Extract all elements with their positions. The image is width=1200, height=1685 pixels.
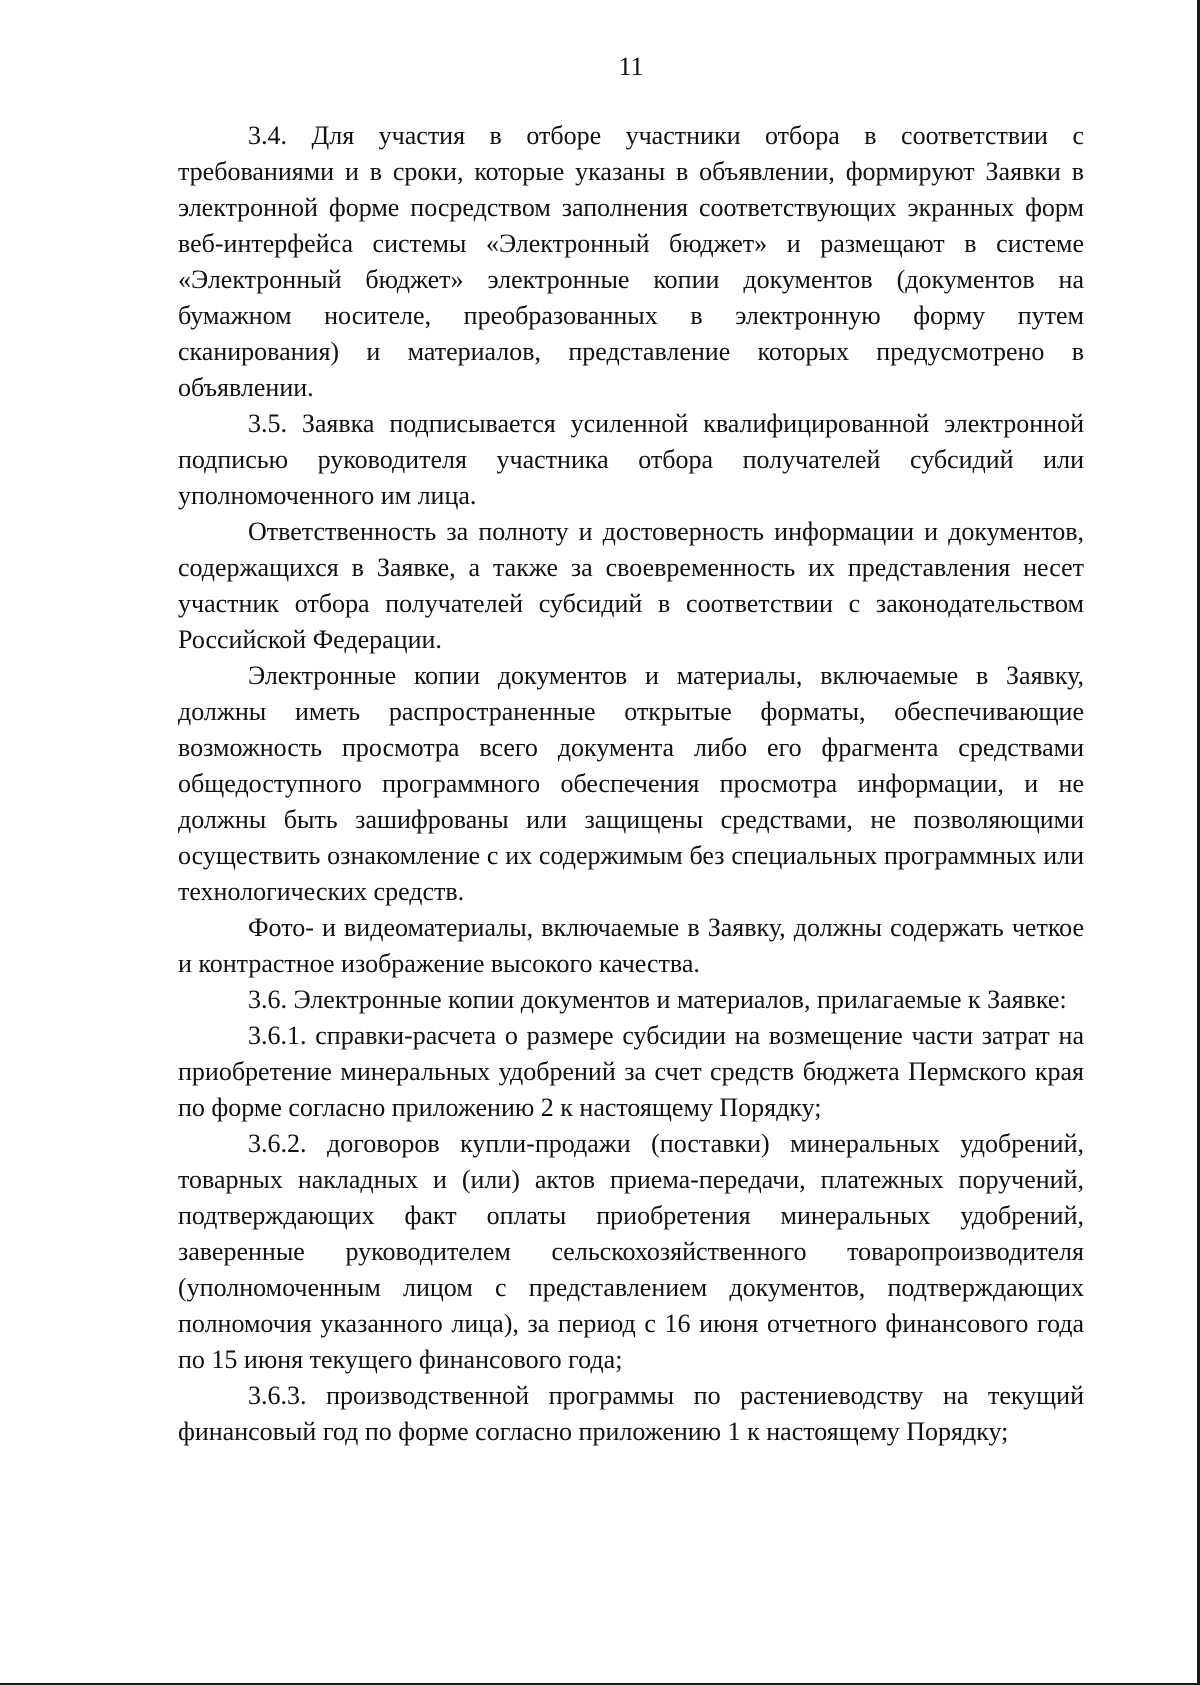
paragraph-3-6-3: 3.6.3. производственной программы по растениеводству на текущий финансовый год по форме согласно приложению 1 к настоящему Порядку; [178, 1381, 1084, 1446]
paragraph-3-6-1: 3.6.1. справки-расчета о размере субсидии на возмещение части затрат на приобретение минеральных удобрений за счет средств бюджета Пермского края по форме согласно приложению 2 к настоящему Порядку; [178, 1021, 1084, 1122]
paragraph-photo-video: Фото- и видеоматериалы, включаемые в Заявку, должны содержать четкое и контрастное изображение высокого качества. [178, 913, 1084, 978]
paragraph-3-6: 3.6. Электронные копии документов и материалов, прилагаемые к Заявке: [248, 985, 1067, 1014]
paragraph-electronic-copies: Электронные копии документов и материалы, включаемые в Заявку, должны иметь распространенные открытые форматы, обеспечивающие возможность просмотра всего документа либо его фрагмента средствами общедоступного программного обеспечения просмотра информации, и не должны быть зашифрованы или защищены средствами, не позволяющими осуществить ознакомление с их содержимым без специальных программных или технологических средств. [178, 661, 1084, 906]
paragraph-responsibility: Ответственность за полноту и достоверность информации и документов, содержащихся в Заявке, а также за своевременность их представления несет участник отбора получателей субсидий в соответствии с законодательством Российской Федерации. [178, 517, 1084, 654]
paragraph-3-6-2: 3.6.2. договоров купли-продажи (поставки) минеральных удобрений, товарных накладных и (или) актов приема-передачи, платежных поручений, подтверждающих факт оплаты приобретения минеральных удобрений, заверенные руководителем сельскохозяйственного товаропроизводителя (уполномоченным лицом с представлением документов, подтверждающих полномочия указанного лица), за период с 16 июня отчетного финансового года по 15 июня текущего финансового года; [178, 1129, 1084, 1374]
paragraph-3-4: 3.4. Для участия в отборе участники отбора в соответствии с требованиями и в сроки, которые указаны в объявлении, формируют Заявки в электронной форме посредством заполнения соответствующих экранных форм веб-интерфейса системы «Электронный бюджет» и размещают в системе «Электронный бюджет» электронные копии документов (документов на бумажном носителе, преобразованных в электронную форму путем сканирования) и материалов, представление которых предусмотрено в объявлении. [178, 121, 1084, 402]
document-body [178, 118, 1084, 1450]
paragraph-3-5: 3.5. Заявка подписывается усиленной квалифицированной электронной подписью руководителя участника отбора получателей субсидий или уполномоченного им лица. [178, 409, 1084, 510]
page-number: 11 [618, 52, 644, 81]
